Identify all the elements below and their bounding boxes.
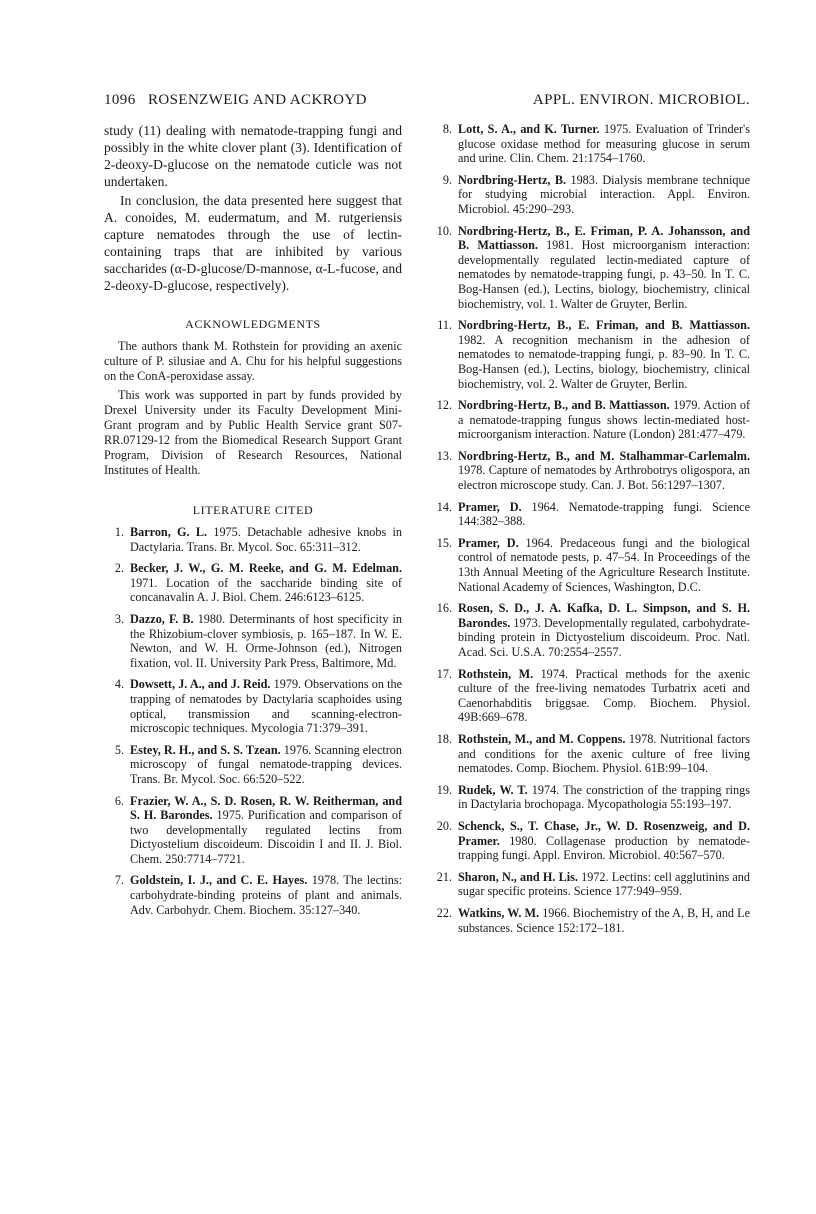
reference-authors: Dazzo, F. B. [130,611,194,626]
reference-entry [430,500,750,529]
reference-number: 9. [442,172,452,187]
reference-entry [430,173,750,217]
reference-authors: Estey, R. H., and S. S. Tzean. [130,742,281,757]
reference-entry [104,794,402,867]
reference-number: 8. [442,122,452,136]
reference-authors: Pramer, D. [458,499,522,514]
acknowledgments-text: The authors thank M. Rothstein for providing an axenic culture of P. silusiae and A. Chu for his helpful suggestions on the ConA-peroxidase assay. [104,339,402,383]
reference-entry [430,449,750,493]
reference-number: 4. [114,677,124,692]
reference-authors: Rothstein, M. [458,666,534,681]
reference-text: 1975. Detachable adhesive knobs in Dactylaria. Trans. Br. Mycol. Soc. 65:311–312. [130,525,402,554]
reference-entry [430,906,750,935]
running-header [104,92,750,112]
reference-entry [104,612,402,670]
reference-authors: Rosen, S. D., J. A. Kafka, D. L. Simpson, and S. H. Barondes. [458,601,750,630]
reference-number: 16. [436,601,452,616]
reference-authors: Sharon, N., and H. Lis. [458,869,578,884]
reference-text: 1978. The lectins: carbohydrate-binding proteins of plant and animals. Adv. Carbohydr. Chem. Biochem. 35:127–340. [130,873,402,917]
page-number: 1096 [104,92,136,108]
reference-authors: Schenck, S., T. Chase, Jr., W. D. Rosenzweig, and D. Pramer. [458,818,750,848]
running-authors: ROSENZWEIG AND ACKROYD [148,92,367,108]
reference-text: 1979. Action of a nematode-trapping fungus shows lectin-mediated host-microorganism interaction. Nature (London) 281:477–479. [458,398,751,442]
reference-number: 18. [436,731,452,746]
reference-text: 1973. Developmentally regulated, carbohydrate-binding protein in Dictyostelium discoideum. Proc. Natl. Acad. Sci. U.S.A. 70:2554–2557. [458,615,750,659]
reference-text: 1979. Observations on the trapping of nematodes by Dactylaria scaphoides using optical, transmission and scanning-electron-microscopic techniques. Mycologia 71:379–391. [130,677,403,736]
reference-entry [430,224,750,312]
reference-text: 1966. Biochemistry of the A, B, H, and Le substances. Science 152:172–181. [458,905,750,935]
reference-text: 1972. Lectins: cell agglutinins and sugar specific proteins. Science 177:949–959. [458,869,750,899]
reference-text: 1978. Capture of nematodes by Arthrobotrys oligospora, an electron microscope study. Can. J. Bot. 56:1297–1307. [458,463,750,493]
reference-authors: Dowsett, J. A., and J. Reid. [130,677,271,692]
reference-authors: Nordbring-Hertz, B. [458,172,567,187]
reference-number: 15. [436,535,452,550]
reference-entry [430,732,750,776]
reference-number: 1. [114,525,124,539]
right-column [430,122,750,942]
reference-entry [104,743,402,787]
reference-number: 19. [436,782,452,797]
reference-authors: Nordbring-Hertz, B., E. Friman, and B. Mattiasson. [458,318,750,333]
reference-text: 1974. Practical methods for the axenic culture of the free-living nematodes Turbatrix aceti and Caenorhabditis briggsae. Comp. Biochem. Physiol. 49B:669–678. [458,666,750,725]
reference-entry [430,318,750,391]
reference-number: 17. [436,666,452,681]
reference-entry [104,525,402,554]
reference-number: 3. [114,611,124,626]
reference-entry [430,398,750,442]
reference-entry [430,783,750,812]
reference-authors: Barron, G. L. [130,525,208,539]
reference-text: 1976. Scanning electron microscopy of fungal nematode-trapping devices. Trans. Br. Mycol. Soc. 66:520–522. [130,742,402,786]
journal-name: APPL. ENVIRON. MICROBIOL. [532,92,750,108]
reference-entry [430,536,750,594]
reference-entry [104,873,402,917]
reference-list-left [104,525,402,917]
body-paragraph: study (11) dealing with nematode-trapping fungi and possibly in the white clover plant (3). Identification of 2-deoxy-D-glucose on the nematode cuticle was not undertaken. [104,123,402,189]
reference-text: 1971. Location of the saccharide binding site of concanavalin A. J. Biol. Chem. 246:6123–6125. [130,575,402,605]
reference-authors: Frazier, W. A., S. D. Rosen, R. W. Reitherman, and S. H. Barondes. [130,793,402,823]
reference-number: 10. [436,223,452,238]
reference-text: 1980. Determinants of host specificity in the Rhizobium-clover symbiosis, p. 165–187. In W. E. Newton, and W. H. Orme-Johnson (ed.), Nitrogen fixation, vol. II. University Park Press, Baltimore, Md. [130,611,402,670]
reference-text: 1981. Host microorganism interaction: developmentally regulated lectin-mediated capture of nematodes by nematode-trapping fungi, p. 43–50. In T. C. Bog-Hansen (ed.), Lectins, biology, biochemistry, clinical biochemistry, vol. 1. Walter de Gruyter, Berlin. [458,238,750,311]
reference-text: 1982. A recognition mechanism in the adhesion of nematodes to nematode-trapping fungi, p. 83–90. In T. C. Bog-Hansen (ed.), Lectins, biology, biochemistry, clinical biochemistry, vol. 2. Walter de Gruyter, Berlin. [458,332,750,391]
reference-number: 2. [114,561,124,576]
reference-number: 20. [436,818,452,833]
reference-entry [430,601,750,659]
reference-number: 11. [437,318,452,333]
funding-text: This work was supported in part by funds provided by Drexel University under its Faculty Development Mini-Grant program and by Public Health Service grant S07-RR.07129-12 from the Biomedical Research Support Grant Program, Division of Research Resources, National Institutes of Health. [104,388,402,477]
reference-text: 1983. Dialysis membrane technique for studying microbial interaction. Appl. Environ. Microbiol. 45:290–293. [458,172,750,216]
reference-entry [430,819,750,863]
reference-authors: Nordbring-Hertz, B., and M. Stalhammar-Carlemalm. [458,448,750,463]
reference-text: 1964. Nematode-trapping fungi. Science 144:382–388. [458,499,750,529]
conclusion-paragraph: In conclusion, the data presented here suggest that A. conoides, M. eudermatum, and M. rutgeriensis capture nematodes through the use of lectin-containing traps that are inhibited by various saccharides (α-D-glucose/D-mannose, α-L-fucose, and 2-deoxy-D-glucose, respectively). [104,193,402,293]
reference-entry [104,561,402,605]
reference-text: 1975. Purification and comparison of two developmentally regulated lectins from Dictyostelium discoideum. Discoidin I and II. J. Biol. Chem. 250:7714–7721. [130,808,402,866]
reference-authors: Pramer, D. [458,535,519,550]
reference-number: 7. [114,873,124,888]
reference-number: 5. [114,742,124,757]
acknowledgments-heading: ACKNOWLEDGMENTS [185,317,321,331]
reference-number: 12. [436,398,452,413]
reference-text: 1975. Evaluation of Trinder's glucose oxidase method for measuring glucose in serum and urine. Clin. Chem. 21:1754–1760. [458,122,750,166]
literature-heading: LITERATURE CITED [192,503,314,517]
reference-number: 6. [114,793,124,808]
reference-number: 21. [436,869,452,884]
reference-text: 1978. Nutritional factors and conditions for the axenic culture of free living nematodes. Comp. Biochem. Physiol. 61B:99–104. [458,731,750,776]
reference-entry [430,667,750,725]
reference-entry [104,677,402,735]
reference-authors: Goldstein, I. J., and C. E. Hayes. [130,873,308,888]
reference-authors: Watkins, W. M. [458,905,540,920]
reference-number: 13. [436,448,452,463]
reference-authors: Lott, S. A., and K. Turner. [458,122,600,136]
reference-number: 22. [436,905,452,920]
reference-authors: Nordbring-Hertz, B., and B. Mattiasson. [458,398,670,413]
left-column [104,122,402,924]
reference-list-right [430,122,750,935]
reference-number: 14. [436,499,452,514]
reference-entry [430,122,750,166]
reference-text: 1974. The constriction of the trapping rings in Dactylaria brochopaga. Mycopathologia 55:193–197. [458,782,750,812]
reference-text: 1964. Predaceous fungi and the biological control of nematode pests, p. 47–54. In Proceedings of the 13th Annual Meeting of the Agriculture Research Institute. National Academy of Sciences, Washington, D.C. [458,535,750,594]
reference-entry [430,870,750,899]
acknowledgments-section [104,339,402,478]
reference-authors: Becker, J. W., G. M. Reeke, and G. M. Edelman. [130,561,402,576]
reference-authors: Nordbring-Hertz, B., E. Friman, P. A. Johansson, and B. Mattiasson. [458,223,750,253]
reference-authors: Rudek, W. T. [458,782,528,797]
reference-text: 1980. Collagenase production by nematode-trapping fungi. Appl. Environ. Microbiol. 40:567–570. [458,833,750,863]
reference-authors: Rothstein, M., and M. Coppens. [458,731,626,746]
